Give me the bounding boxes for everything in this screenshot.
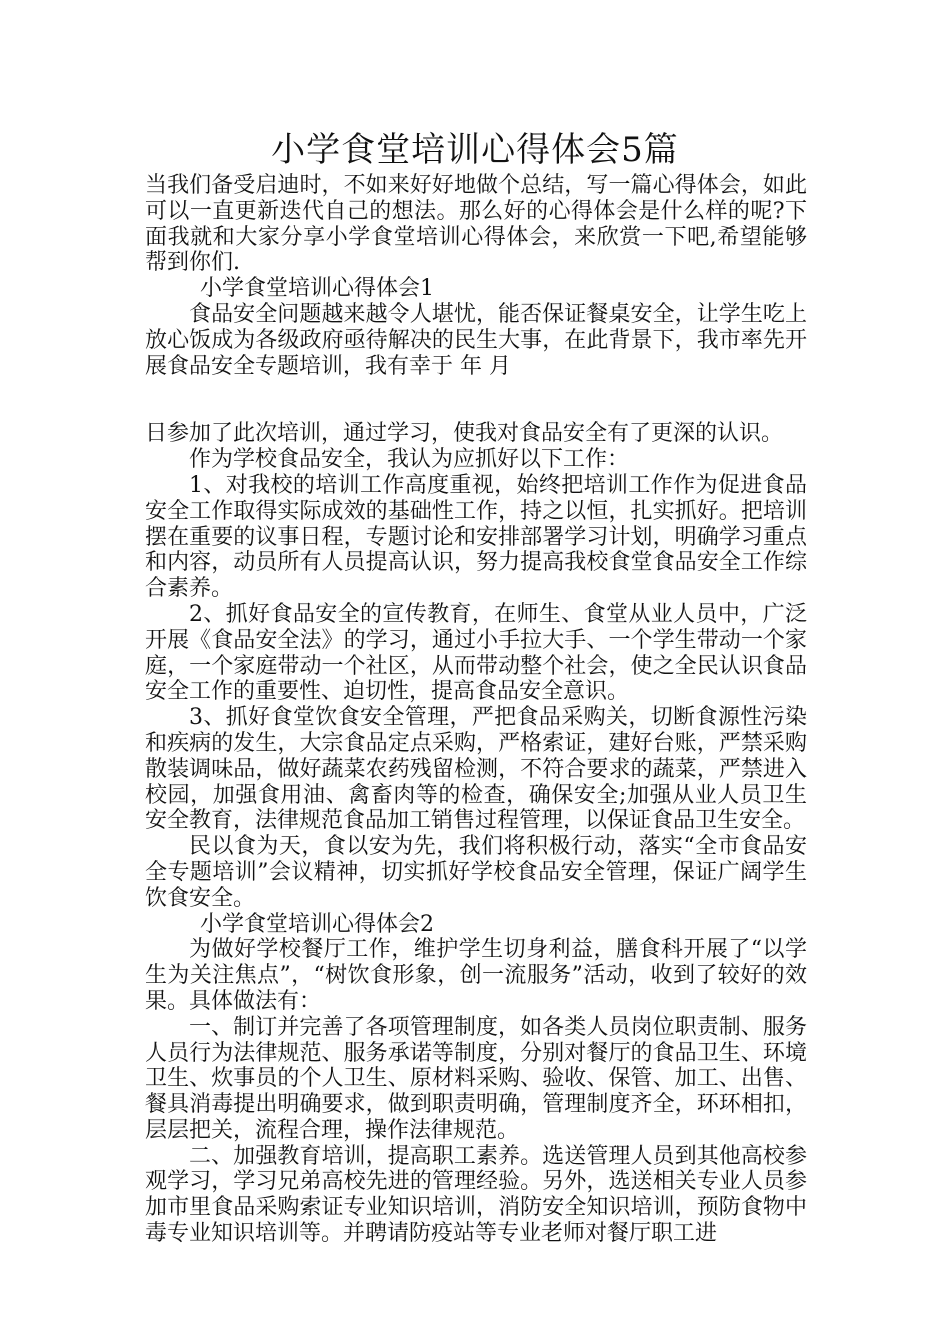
paragraph: 1、对我校的培训工作高度重视，始终把培训工作作为促进食品安全工作取得实际成效的基础性工作，持之以恒，扎实抓好。把培训摆在重要的议事日程，专题讨论和安排部署学习计划，明确学习重点和内容，动员所有人员提高认识，努力提高我校食堂食品安全工作综合素养。	[145, 472, 807, 602]
paragraph: 作为学校食品安全，我认为应抓好以下工作：	[189, 447, 630, 473]
document-title: 小学食堂培训心得体会5篇	[271, 130, 679, 170]
paragraph: 2、抓好食品安全的宣传教育，在师生、食堂从业人员中，广泛开展《食品安全法》的学习，通过小手拉大手、一个学生带动一个家庭，一个家庭带动一个社区，从而带动整个社会，使之全民认识食品安全工作的重要性、迫切性，提高食品安全意识。	[145, 601, 807, 705]
document-body	[145, 173, 807, 1247]
paragraph: 二、加强教育培训，提高职工素养。选送管理人员到其他高校参观学习，学习兄弟高校先进的管理经验。另外，选送相关专业人员参加市里食品采购索证专业知识培训，消防安全知识培训，预防食物中毒专业知识培训等。并聘请防疫站等专业老师对餐厅职工进	[145, 1143, 807, 1247]
paragraph: 民以食为天，食以安为先，我们将积极行动，落实“全市食品安全专题培训”会议精神，切实抓好学校食品安全管理，保证广阔学生饮食安全。	[145, 834, 807, 911]
intro-paragraph: 当我们备受启迪时，不如来好好地做个总结，写一篇心得体会，如此可以一直更新迭代自己的想法。那么好的心得体会是什么样的呢?下面我就和大家分享小学食堂培训心得体会，来欣赏一下吧,希望能够帮到你们.	[145, 173, 807, 276]
paragraph: 日参加了此次培训，通过学习，使我对食品安全有了更深的认识。	[145, 421, 784, 447]
paragraph: 一、制订并完善了各项管理制度，如各类人员岗位职责制、服务人员行为法律规范、服务承诺等制度，分别对餐厅的食品卫生、环境卫生、炊事员的个人卫生、原材料采购、验收、保管、加工、出售、餐具消毒提出明确要求，做到职责明确，管理制度齐全，环环相扣，层层把关，流程合理，操作法律规范。	[145, 1014, 807, 1143]
paragraph: 3、抓好食堂饮食安全管理，严把食品采购关，切断食源性污染和疾病的发生，大宗食品定点采购，严格索证，建好台账，严禁采购散装调味品，做好蔬菜农药残留检测，不符合要求的蔬菜，严禁进入校园，加强食用油、禽畜肉等的检查，确保安全;加强从业人员卫生安全教育，法律规范食品加工销售过程管理，以保证食品卫生安全。	[145, 705, 807, 834]
section-heading-2: 小学食堂培训心得体会2	[200, 911, 434, 937]
section-heading-1: 小学食堂培训心得体会1	[200, 276, 434, 302]
paragraph: 为做好学校餐厅工作，维护学生切身利益，膳食科开展了“以学生为关注焦点”，“树饮食形象，创一流服务”活动，收到了较好的效果。具体做法有：	[145, 937, 807, 1014]
blank-gap	[145, 379, 807, 421]
paragraph: 食品安全问题越来越令人堪忧，能否保证餐桌安全，让学生吃上放心饭成为各级政府亟待解决的民生大事，在此背景下，我市率先开展食品安全专题培训，我有幸于 年 月	[145, 301, 807, 379]
